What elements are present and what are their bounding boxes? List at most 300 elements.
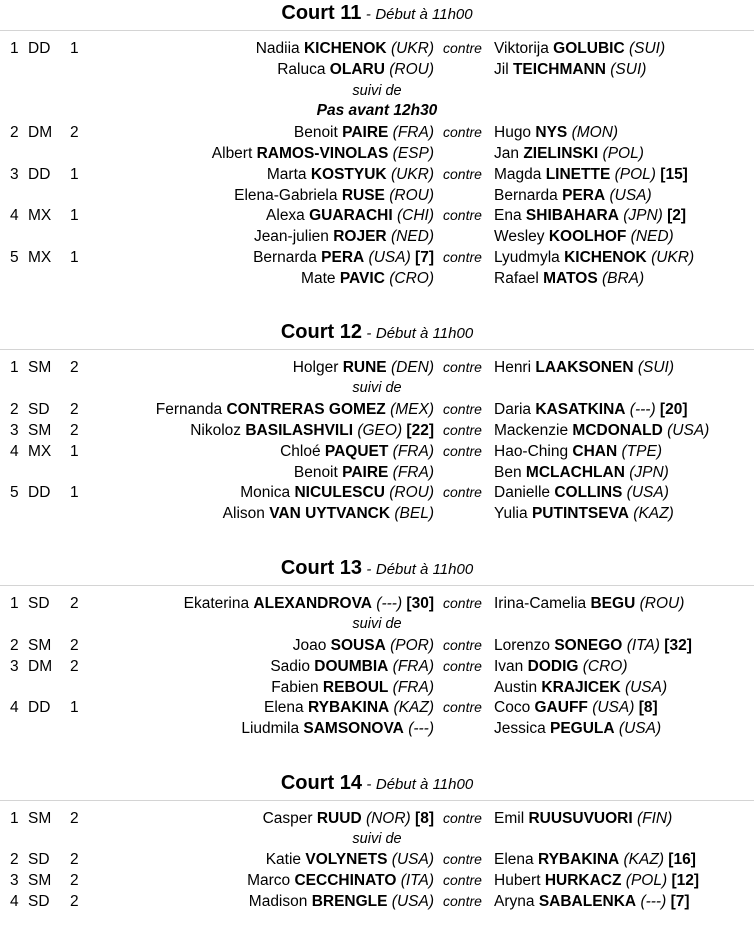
player-nationality: (CHI) (396, 207, 434, 224)
player-first-name: Coco (494, 699, 531, 716)
match-number: 4 (10, 207, 19, 224)
player-nationality: (USA) (391, 893, 434, 910)
player-left (240, 482, 434, 503)
match-number: 4 (10, 443, 19, 460)
round-number: 2 (70, 810, 79, 827)
player-first-name: Benoit (293, 124, 338, 141)
player-first-name: Sadio (270, 658, 310, 675)
round-number: 1 (70, 699, 79, 716)
player-nationality: (KAZ) (633, 505, 674, 522)
court-dash: - (366, 561, 372, 578)
match-partner-row (0, 268, 754, 289)
player-last-name: RUSE (341, 187, 385, 204)
player-last-name: ZIELINSKI (523, 145, 599, 162)
match-number: 1 (10, 359, 19, 376)
player-seed: [8] (638, 699, 658, 716)
player-nationality: (---) (640, 893, 667, 910)
player-nationality: (FRA) (392, 464, 434, 481)
event-code: SD (28, 851, 50, 868)
player-left (294, 122, 434, 143)
player-first-name: Lorenzo (494, 637, 551, 654)
match-number: 5 (10, 484, 19, 501)
player-last-name: KICHENOK (303, 40, 387, 57)
player-first-name: Alison (222, 505, 265, 522)
match-number: 3 (10, 422, 19, 439)
player-left (184, 593, 434, 614)
match-row (0, 849, 754, 870)
round-number: 2 (70, 851, 79, 868)
player-first-name: Jessica (494, 720, 546, 737)
player-seed: [7] (670, 893, 690, 910)
player-first-name: Nikoloz (190, 422, 242, 439)
versus-label: contre (443, 810, 482, 826)
player-last-name: DOUMBIA (314, 658, 389, 675)
player-first-name: Emil (494, 810, 525, 827)
player-nationality: (ITA) (400, 872, 434, 889)
event-code: SM (28, 872, 52, 889)
player-nationality: (NED) (630, 228, 674, 245)
player-right (494, 122, 618, 143)
event-code: MX (28, 207, 52, 224)
player-right (494, 462, 669, 483)
player-last-name: PERA (321, 249, 365, 266)
section-divider (0, 800, 754, 801)
player-nationality: (UKR) (651, 249, 695, 266)
player-first-name: Elena-Gabriela (234, 187, 338, 204)
match-number: 5 (10, 249, 19, 266)
event-code: SD (28, 401, 50, 418)
match-row (0, 697, 754, 718)
match-number: 2 (10, 124, 19, 141)
player-last-name: LINETTE (545, 166, 611, 183)
round-number: 2 (70, 637, 79, 654)
match-row (0, 205, 754, 226)
court-header (0, 321, 754, 347)
match-number: 4 (10, 699, 19, 716)
followed-by-label: suivi de (352, 83, 402, 99)
player-left (280, 441, 434, 462)
player-nationality: (BEL) (394, 505, 434, 522)
player-nationality: (CRO) (389, 270, 434, 287)
player-last-name: TEICHMANN (512, 61, 606, 78)
match-partner-row (0, 226, 754, 247)
versus-label: contre (443, 484, 482, 500)
court-header (0, 772, 754, 798)
player-left (264, 697, 434, 718)
round-number: 2 (70, 893, 79, 910)
player-last-name: BRENGLE (311, 893, 388, 910)
player-last-name: GUARACHI (309, 207, 393, 224)
player-first-name: Hugo (494, 124, 532, 141)
player-last-name: LAAKSONEN (535, 359, 634, 376)
match-number: 2 (10, 851, 19, 868)
player-right (494, 870, 699, 891)
player-nationality: (JPN) (623, 207, 663, 224)
player-right (494, 59, 646, 80)
player-left (301, 268, 434, 289)
player-left (267, 164, 434, 185)
player-first-name: Chloé (280, 443, 321, 460)
player-first-name: Casper (262, 810, 313, 827)
match-number: 4 (10, 893, 19, 910)
player-first-name: Liudmila (241, 720, 300, 737)
player-nationality: (POL) (625, 872, 668, 889)
player-nationality: (POL) (602, 145, 644, 162)
player-right (494, 891, 690, 912)
player-nationality: (MEX) (390, 401, 434, 418)
player-first-name: Alexa (266, 207, 305, 224)
player-last-name: NICULESCU (294, 484, 385, 501)
player-seed: [7] (415, 249, 434, 266)
player-seed: [30] (406, 595, 434, 612)
followed-by-label: suivi de (352, 616, 402, 632)
player-first-name: Bernarda (494, 187, 558, 204)
player-first-name: Ben (494, 464, 522, 481)
player-seed: [2] (667, 207, 687, 224)
player-nationality: (KAZ) (393, 699, 434, 716)
player-last-name: MCDONALD (572, 422, 663, 439)
court-header (0, 2, 754, 28)
match-partner-row (0, 462, 754, 483)
player-first-name: Yulia (494, 505, 528, 522)
versus-label: contre (443, 658, 482, 674)
player-nationality: (ESP) (392, 145, 434, 162)
round-number: 2 (70, 595, 79, 612)
player-nationality: (CRO) (582, 658, 628, 675)
match-row (0, 870, 754, 891)
match-row (0, 808, 754, 829)
player-seed: [22] (406, 422, 434, 439)
player-first-name: Lyudmyla (494, 249, 560, 266)
player-first-name: Mate (301, 270, 336, 287)
event-code: DD (28, 40, 51, 57)
match-number: 3 (10, 166, 19, 183)
event-code: SD (28, 893, 50, 910)
versus-label: contre (443, 40, 482, 56)
player-last-name: RAMOS-VINOLAS (256, 145, 389, 162)
round-number: 1 (70, 484, 79, 501)
player-seed: [32] (664, 637, 692, 654)
versus-label: contre (443, 872, 482, 888)
player-first-name: Joao (292, 637, 327, 654)
player-last-name: PAVIC (339, 270, 385, 287)
player-left (254, 226, 434, 247)
player-seed: [20] (659, 401, 688, 418)
followed-by-label: suivi de (352, 380, 402, 396)
player-left (263, 808, 434, 829)
versus-label: contre (443, 893, 482, 909)
player-nationality: (POR) (390, 637, 434, 654)
player-left (234, 185, 434, 206)
round-number: 1 (70, 40, 79, 57)
player-left (241, 718, 434, 739)
player-last-name: KOSTYUK (310, 166, 387, 183)
player-last-name: RUNE (342, 359, 387, 376)
match-number: 2 (10, 637, 19, 654)
player-last-name: BEGU (590, 595, 636, 612)
court-dash: - (366, 776, 372, 793)
match-row (0, 399, 754, 420)
player-last-name: VAN UYTVANCK (269, 505, 391, 522)
player-nationality: (FRA) (392, 443, 434, 460)
event-code: SM (28, 637, 52, 654)
player-last-name: ALEXANDROVA (253, 595, 372, 612)
event-code: DD (28, 484, 51, 501)
match-row (0, 656, 754, 677)
match-row (0, 635, 754, 656)
court-start-time: Début à 11h00 (375, 325, 474, 342)
section-divider (0, 30, 754, 31)
player-right (494, 185, 652, 206)
event-code: DD (28, 699, 51, 716)
player-last-name: VOLYNETS (305, 851, 388, 868)
player-left (256, 38, 434, 59)
player-last-name: PEGULA (550, 720, 615, 737)
match-partner-row (0, 718, 754, 739)
player-first-name: Rafael (494, 270, 539, 287)
player-first-name: Bernarda (253, 249, 317, 266)
match-number: 1 (10, 40, 19, 57)
event-code: MX (28, 443, 52, 460)
player-first-name: Ena (494, 207, 522, 224)
player-nationality: (---) (629, 401, 656, 418)
player-left (190, 420, 434, 441)
player-nationality: (SUI) (610, 61, 647, 78)
player-last-name: SONEGO (554, 637, 623, 654)
match-number: 3 (10, 872, 19, 889)
event-code: DM (28, 658, 53, 675)
match-row (0, 420, 754, 441)
player-nationality: (USA) (626, 484, 669, 501)
player-left (270, 656, 434, 677)
player-first-name: Jil (494, 61, 509, 78)
court-start-time: Début à 11h00 (375, 561, 474, 578)
player-first-name: Ekaterina (183, 595, 250, 612)
player-last-name: GOLUBIC (553, 40, 625, 57)
player-last-name: PERA (562, 187, 606, 204)
followed-by-label: suivi de (352, 831, 402, 847)
match-partner-row (0, 503, 754, 524)
match-partner-row (0, 59, 754, 80)
match-partner-row (0, 677, 754, 698)
round-number: 2 (70, 658, 79, 675)
player-left (277, 59, 434, 80)
round-number: 1 (70, 166, 79, 183)
versus-label: contre (443, 443, 482, 459)
player-nationality: (POL) (614, 166, 656, 183)
player-last-name: RUUD (316, 810, 362, 827)
player-nationality: (ROU) (639, 595, 685, 612)
player-nationality: (NED) (390, 228, 434, 245)
versus-label: contre (443, 359, 482, 375)
player-last-name: DODIG (527, 658, 579, 675)
court-title: Court 11 (281, 2, 362, 24)
match-row (0, 38, 754, 59)
event-code: DM (28, 124, 53, 141)
player-left (212, 143, 434, 164)
player-first-name: Jean-julien (253, 228, 329, 245)
player-seed: [12] (671, 872, 700, 889)
player-left (293, 357, 434, 378)
player-nationality: (USA) (391, 851, 434, 868)
player-first-name: Ivan (494, 658, 524, 675)
player-left (223, 503, 434, 524)
player-nationality: (FRA) (392, 124, 434, 141)
player-right (494, 205, 686, 226)
player-nationality: (DEN) (390, 359, 434, 376)
player-first-name: Irina-Camelia (494, 595, 587, 612)
player-nationality: (SUI) (637, 359, 675, 376)
player-seed: [15] (660, 166, 688, 183)
player-last-name: KASATKINA (535, 401, 626, 418)
player-first-name: Jan (494, 145, 519, 162)
round-number: 2 (70, 872, 79, 889)
match-row (0, 357, 754, 378)
versus-label: contre (443, 699, 482, 715)
player-first-name: Henri (494, 359, 532, 376)
player-last-name: GAUFF (534, 699, 588, 716)
match-partner-row (0, 185, 754, 206)
player-seed: [8] (415, 810, 434, 827)
player-right (494, 503, 674, 524)
player-right (494, 593, 684, 614)
court-header (0, 557, 754, 583)
player-last-name: RUUSUVUORI (528, 810, 633, 827)
player-first-name: Wesley (494, 228, 545, 245)
player-last-name: PAIRE (342, 464, 389, 481)
player-last-name: OLARU (329, 61, 385, 78)
player-first-name: Aryna (494, 893, 535, 910)
player-nationality: (NOR) (365, 810, 411, 827)
player-nationality: (JPN) (629, 464, 669, 481)
versus-label: contre (443, 124, 482, 140)
player-seed: [16] (668, 851, 696, 868)
player-nationality: (UKR) (390, 40, 434, 57)
player-right (494, 38, 665, 59)
round-number: 1 (70, 207, 79, 224)
player-last-name: KICHENOK (564, 249, 647, 266)
player-nationality: (---) (408, 720, 434, 737)
round-number: 1 (70, 249, 79, 266)
not-before-note: Pas avant 12h30 (316, 102, 438, 119)
player-last-name: HURKACZ (544, 872, 622, 889)
player-first-name: Marco (247, 872, 291, 889)
player-nationality: (BRA) (601, 270, 645, 287)
match-number: 1 (10, 595, 19, 612)
round-number: 2 (70, 401, 79, 418)
player-nationality: (FRA) (392, 658, 434, 675)
round-number: 2 (70, 422, 79, 439)
match-number: 3 (10, 658, 19, 675)
player-first-name: Elena (264, 699, 304, 716)
versus-label: contre (443, 851, 482, 867)
player-first-name: Katie (265, 851, 302, 868)
player-last-name: NYS (535, 124, 568, 141)
player-right (494, 808, 672, 829)
match-number: 1 (10, 810, 19, 827)
player-nationality: (ROU) (389, 484, 434, 501)
match-row (0, 593, 754, 614)
player-first-name: Holger (292, 359, 339, 376)
player-left (294, 462, 434, 483)
round-number: 1 (70, 443, 79, 460)
player-right (494, 677, 667, 698)
court-dash: - (366, 325, 372, 342)
player-left (266, 205, 434, 226)
player-nationality: (USA) (592, 699, 635, 716)
player-nationality: (KAZ) (623, 851, 664, 868)
player-nationality: (SUI) (628, 40, 666, 57)
match-number: 2 (10, 401, 19, 418)
player-last-name: SOUSA (330, 637, 386, 654)
player-last-name: CONTRERAS GOMEZ (226, 401, 386, 418)
player-nationality: (UKR) (390, 166, 434, 183)
player-left (293, 635, 434, 656)
player-first-name: Daria (494, 401, 532, 418)
player-right (494, 399, 688, 420)
player-first-name: Albert (211, 145, 253, 162)
player-nationality: (---) (376, 595, 403, 612)
player-last-name: PUTINTSEVA (531, 505, 629, 522)
match-row (0, 482, 754, 503)
versus-label: contre (443, 422, 482, 438)
player-last-name: KRAJICEK (541, 679, 621, 696)
match-row (0, 164, 754, 185)
player-nationality: (USA) (618, 720, 662, 737)
player-left (266, 849, 434, 870)
player-right (494, 268, 644, 289)
player-left (156, 399, 434, 420)
player-first-name: Fernanda (155, 401, 223, 418)
court-title: Court 12 (280, 321, 362, 343)
versus-label: contre (443, 207, 482, 223)
player-right (494, 143, 644, 164)
versus-label: contre (443, 595, 482, 611)
event-code: SM (28, 359, 52, 376)
player-first-name: Hubert (494, 872, 541, 889)
player-last-name: COLLINS (554, 484, 623, 501)
match-row (0, 247, 754, 268)
player-last-name: RYBAKINA (307, 699, 390, 716)
player-last-name: SABALENKA (538, 893, 637, 910)
section-divider (0, 585, 754, 586)
player-right (494, 697, 658, 718)
player-last-name: CECCHINATO (294, 872, 397, 889)
player-first-name: Magda (494, 166, 542, 183)
match-row (0, 891, 754, 912)
player-nationality: (USA) (667, 422, 710, 439)
player-nationality: (USA) (609, 187, 652, 204)
player-last-name: MATOS (543, 270, 598, 287)
round-number: 2 (70, 359, 79, 376)
player-right (494, 441, 662, 462)
player-nationality: (GEO) (357, 422, 403, 439)
player-right (494, 164, 688, 185)
player-right (494, 482, 669, 503)
player-nationality: (MON) (571, 124, 619, 141)
versus-label: contre (443, 401, 482, 417)
player-right (494, 420, 709, 441)
match-row (0, 122, 754, 143)
player-first-name: Elena (494, 851, 534, 868)
player-last-name: REBOUL (322, 679, 389, 696)
event-code: DD (28, 166, 51, 183)
player-first-name: Viktorija (494, 40, 549, 57)
court-start-time: Début à 11h00 (375, 6, 473, 23)
player-first-name: Benoit (293, 464, 338, 481)
player-last-name: KOOLHOF (548, 228, 627, 245)
event-code: SD (28, 595, 50, 612)
